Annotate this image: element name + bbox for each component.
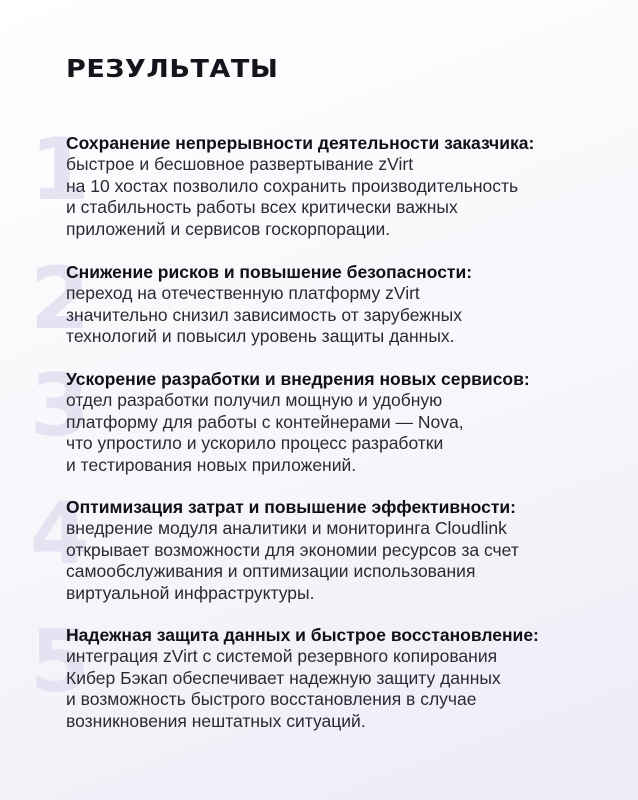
item-heading: Оптимизация затрат и повышение эффективности: (66, 497, 517, 517)
body-line: переход на отечественную платформу zVirt (66, 283, 420, 303)
item-body (66, 154, 626, 240)
body-line: отдел разработки получил мощную и удобную (66, 390, 443, 410)
body-line: виртуальной инфраструктуры. (66, 582, 315, 603)
body-line: возникновения нештатных ситуаций. (66, 710, 366, 731)
item-number: 1 (30, 120, 90, 220)
result-item-4 (30, 484, 626, 604)
item-heading: Снижение рисков и повышение безопасности: (66, 262, 473, 282)
item-heading: Ускорение разработки и внедрения новых сервисов: (66, 369, 530, 389)
item-number: 4 (30, 484, 90, 584)
item-number: 2 (30, 249, 90, 349)
result-item-2 (30, 249, 626, 349)
item-number: 5 (30, 612, 90, 712)
body-line: Кибер Бэкап обеспечивает надежную защиту данных (66, 667, 501, 688)
body-line: технологий и повысил уровень защиты данных. (66, 326, 455, 346)
item-body (66, 646, 626, 732)
body-line: и стабильность работы всех критически важных (66, 197, 458, 217)
item-number: 3 (30, 356, 90, 456)
body-line: на 10 хостах позволило сохранить производительность (66, 175, 519, 196)
body-line: платформу для работы с контейнерами — Nova, (66, 411, 464, 432)
body-line: и тестирования новых приложений. (66, 454, 357, 475)
body-line: открывает возможности для экономии ресурсов за счет (66, 539, 519, 560)
body-line: и возможность быстрого восстановления в случае (66, 689, 477, 709)
item-body (66, 390, 626, 476)
body-line: внедрение модуля аналитики и мониторинга Cloudlink (66, 518, 507, 538)
item-heading: Надежная защита данных и быстрое восстановление: (66, 625, 539, 645)
result-item-5 (30, 612, 626, 732)
item-body (66, 518, 626, 604)
body-line: приложений и сервисов госкорпорации. (66, 218, 391, 239)
item-heading: Сохранение непрерывности деятельности заказчика: (66, 133, 535, 153)
body-line: самообслуживания и оптимизации использования (66, 561, 476, 581)
result-item-3 (30, 356, 626, 476)
body-line: интеграция zVirt с системой резервного копирования (66, 646, 498, 666)
item-body (66, 283, 626, 348)
body-line: быстрое и бесшовное развертывание zVirt (66, 154, 414, 174)
body-line: что упростило и ускорило процесс разработки (66, 433, 444, 453)
result-item-1 (30, 120, 626, 240)
page-title: РЕЗУЛЬТАТЫ (66, 54, 279, 83)
body-line: значительно снизил зависимость от зарубежных (66, 304, 462, 325)
